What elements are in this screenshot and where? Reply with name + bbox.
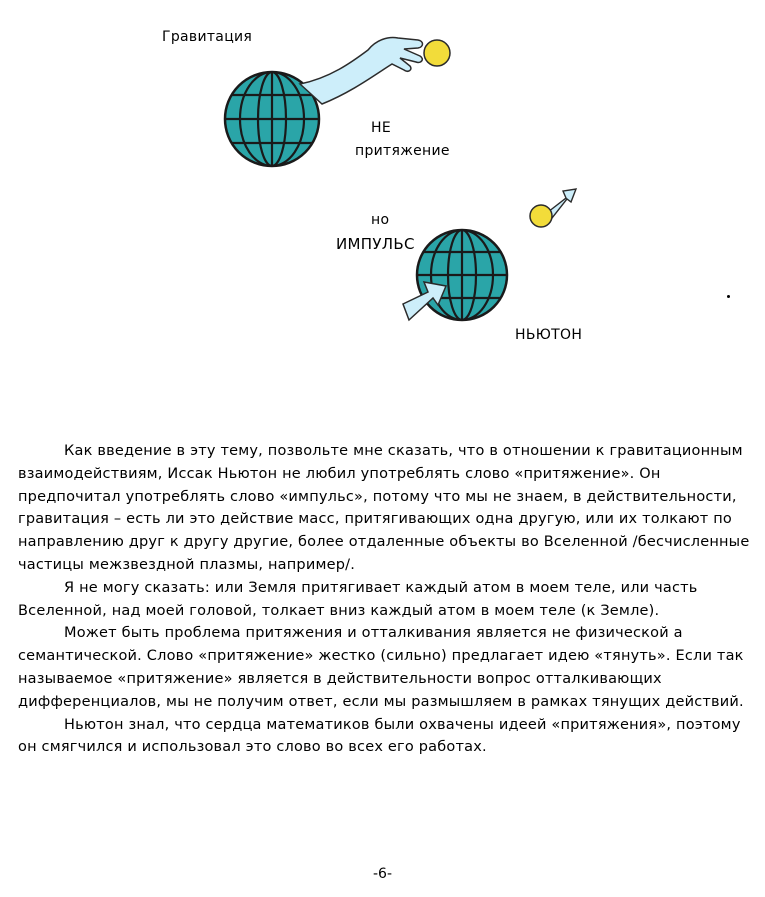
page-number: -6- bbox=[372, 866, 392, 882]
body-text bbox=[18, 440, 758, 759]
ball-icon bbox=[530, 205, 552, 227]
paragraph: Как введение в эту тему, позвольте мне сказать, что в отношении к гравитационным взаимодействиям, Иссак Ньютон не любил употреблять слово «притяжение». Он предпочитал употреблять слово «импульс», потому что мы не знаем, в действительности, гравитация – есть ли это действие масс, притягивающих одна другую, или их толкают по направлению друг к другу другие, более отдаленные объекты во Вселенной /бесчисленные частицы межзвездной плазмы, например/. bbox=[18, 443, 750, 573]
label-not: НЕ bbox=[371, 120, 391, 136]
label-impulse: ИМПУЛЬС bbox=[336, 235, 415, 253]
illustration-title: Гравитация bbox=[162, 29, 253, 45]
paragraph: Ньютон знал, что сердца математиков были охвачены идеей «притяжения», поэтому он смягчился и использовал это слово во всех его работах. bbox=[18, 716, 741, 756]
illustration bbox=[0, 0, 765, 400]
ball-icon bbox=[424, 40, 450, 66]
label-newton: НЬЮТОН bbox=[515, 327, 583, 343]
label-but: но bbox=[371, 212, 390, 228]
stray-dot bbox=[727, 295, 730, 298]
label-attraction: притяжение bbox=[355, 143, 450, 159]
hand-icon bbox=[300, 38, 423, 105]
gravity-illustration bbox=[0, 0, 765, 400]
globe-icon bbox=[417, 230, 507, 320]
paragraph: Может быть проблема притяжения и отталкивания является не физической а семантической. Слово «притяжение» жестко (сильно) предлагает идею «тянуть». Если так называемое «притяжение» является в действительности вопрос отталкивающих дифференциалов, мы не получим ответ, если мы размышляем в рамках тянущих действий. bbox=[18, 625, 744, 710]
paragraph: Я не могу сказать: или Земля притягивает каждый атом в моем теле, или часть Вселенной, над моей головой, толкает вниз каждый атом в моем теле (к Земле). bbox=[18, 579, 698, 619]
